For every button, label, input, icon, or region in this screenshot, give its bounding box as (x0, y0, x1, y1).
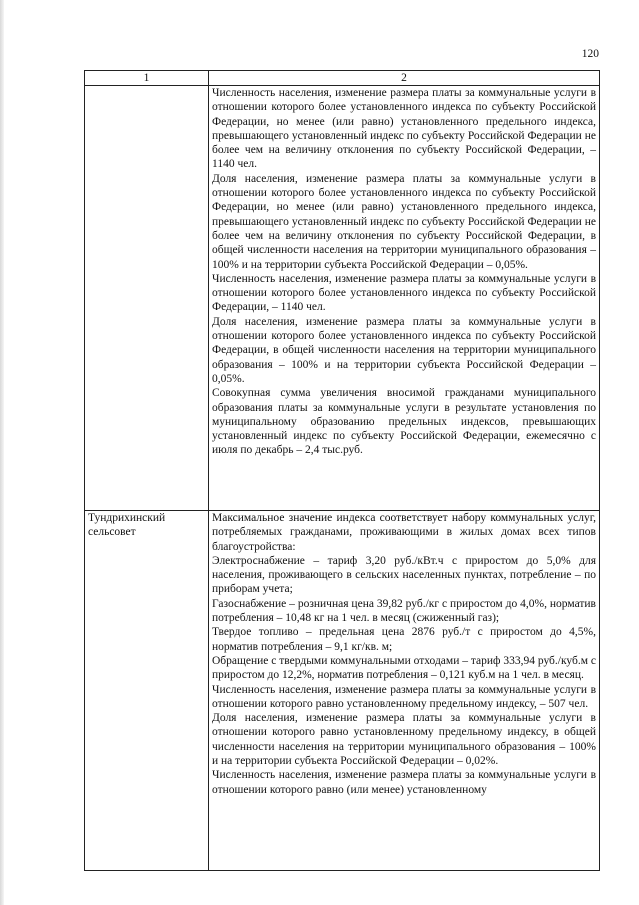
paragraph: Обращение с твердыми коммунальными отходами – тариф 333,94 руб./куб.м с приростом до 12,2%, норматив потребления – 0,121 куб.м на 1 чел. в месяц. (212, 654, 596, 682)
region-name-cell: Тундрихинский сельсовет (85, 511, 209, 871)
scan-edge (0, 0, 4, 905)
paragraph: Совокупная сумма увеличения вносимой гражданами муниципального образования платы за коммунальные услуги в результате установления по муниципальному образованию предельных индексов, превышающих установленный индекс по субъекту Российской Федерации, ежемесячно с июля по декабрь – 2,4 тыс.руб. (212, 387, 596, 457)
paragraph: Электроснабжение – тариф 3,20 руб./кВт.ч с приростом до 5,0% для населения, проживающего в сельских населенных пунктах, потребление – по приборам учета; (212, 554, 596, 596)
description-cell (209, 511, 600, 871)
paragraph: Численность населения, изменение размера платы за коммунальные услуги в отношении которого равно установленному предельному индексу, – 507 чел. (212, 683, 596, 710)
paragraph: Максимальное значение индекса соответствует набору коммунальных услуг, потребляемых гражданами, проживающими в жилых домах всех типов благоустройства: (212, 512, 596, 553)
paragraph: Газоснабжение – розничная цена 39,82 руб./кг с приростом до 4,0%, норматив потребления – 10,48 кг на 1 чел. в месяц (сжиженный газ); (212, 597, 596, 625)
page-number: 120 (581, 48, 599, 60)
paragraph: Численность населения, изменение размера платы за коммунальные услуги в отношении которого равно (или менее) установленному (212, 769, 596, 796)
column-header-2: 2 (209, 71, 600, 86)
paragraph: Доля населения, изменение размера платы за коммунальные услуги в отношении которого более установленного индекса по субъекту Российской Федерации, но менее (или равно) установленного предельного индекса, превышающего установленный индекс по субъекту Российской Федерации не более чем на величину отклонения по субъекту Российской Федерации, в общей численности населения на территории муниципального образования – 100% и на территории субъекта Российской Федерации – 0,05%. (212, 172, 596, 271)
region-name-cell (85, 86, 209, 511)
document-table (84, 70, 600, 871)
table-row (85, 511, 600, 871)
paragraph: Твердое топливо – предельная цена 2876 руб./т с приростом до 4,5%, норматив потребления – 9,1 кг/кв. м; (212, 626, 596, 653)
table-row (85, 86, 600, 511)
paragraph: Доля населения, изменение размера платы за коммунальные услуги в отношении которого равно установленному предельному индексу, в общей численности населения на территории муниципального образования – 100% и на территории субъекта Российской Федерации – 0,02%. (212, 712, 596, 768)
table-header-row (85, 71, 600, 86)
description-cell (209, 86, 600, 511)
paragraph: Доля населения, изменение размера платы за коммунальные услуги в отношении которого более установленного индекса по субъекту Российской Федерации, в общей численности населения на территории муниципального образования – 100% и на территории субъекта Российской Федерации – 0,05%. (212, 315, 596, 385)
paragraph: Численность населения, изменение размера платы за коммунальные услуги в отношении которого более установленного индекса по субъекту Российской Федерации, но менее (или равно) установленного предельного индекса, превышающего установленный индекс по субъекту Российской Федерации не более чем на величину отклонения по субъекту Российской Федерации, – 1140 чел. (212, 87, 596, 171)
paragraph: Численность населения, изменение размера платы за коммунальные услуги в отношении которого более установленного индекса по субъекту Российской Федерации, – 1140 чел. (212, 272, 596, 314)
column-header-1: 1 (85, 71, 209, 86)
